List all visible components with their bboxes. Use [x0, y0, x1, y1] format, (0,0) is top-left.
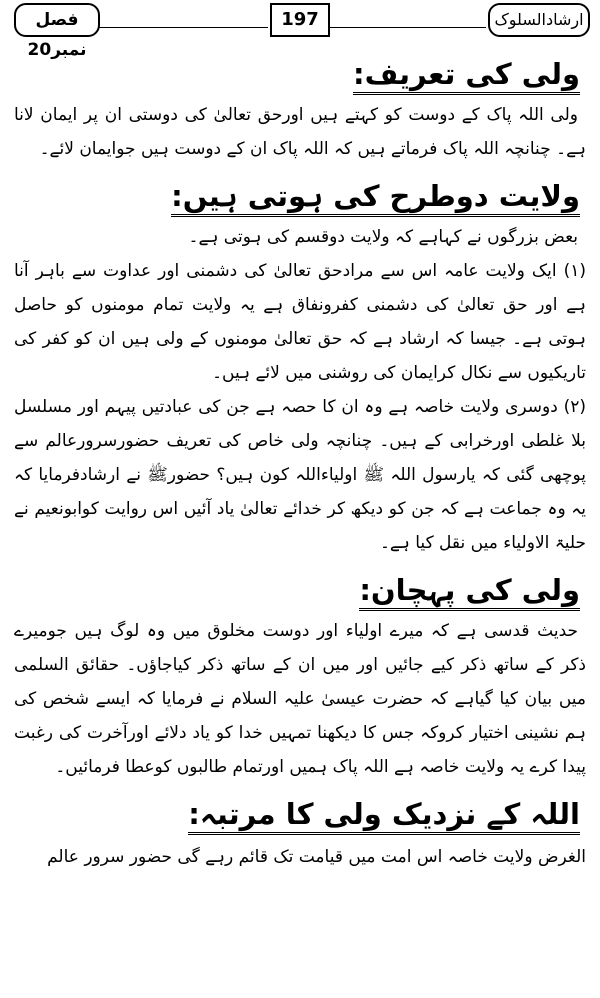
book-title-box	[488, 3, 590, 37]
chapter-label: فصل نمبر20	[27, 10, 87, 60]
page-header	[0, 0, 600, 60]
page-content	[14, 52, 586, 874]
header-rule-right	[330, 27, 486, 28]
paragraph: حدیث قدسی ہے کہ میرے اولیاء اور دوست مخلوق میں وہ لوگ ہیں جومیرے ذکر کے ساتھ ذکر کیے جائیں اور میں ان کے ساتھ ذکر کیاجاؤں۔ حقائق السلمی میں بیان کیا گیاہے کہ حضرت عیسیٰ علیہ السلام نے فرمایا کہ ایسے شخص کی ہم نشینی اختیار کروکہ جس کا دیکھنا تمہیں خدا کو یاد دلائے اورآخرت کی رغبت پیدا کرے یہ ولایت خاصہ ہے اللہ پاک ہمیں اورتمام طالبوں کوعطا فرمائیں۔	[14, 621, 586, 777]
paragraph: بعض بزرگوں نے کہاہے کہ ولایت دوقسم کی ہوتی ہے۔	[188, 227, 578, 247]
paragraph: ولی اللہ پاک کے دوست کو کہتے ہیں اورحق تعالیٰ کی دوستی ان پر ایمان لانا ہے۔ چنانچہ اللہ پاک فرماتے ہیں کہ اللہ پاک ان کے دوست ہیں جوایمان لائے۔	[14, 105, 586, 159]
section-heading-wali-recognition: ولی کی پہچان:	[14, 568, 580, 614]
paragraph: الغرض ولایت خاصہ اس امت میں قیامت تک قائم رہے گی حضور سرور عالم	[47, 847, 586, 867]
section-heading-wali-rank: اللہ کے نزدیک ولی کا مرتبہ:	[14, 792, 580, 838]
page-number-box	[270, 3, 330, 37]
paragraph: (۲) دوسری ولایت خاصہ ہے وہ ان کا حصہ ہے جن کی عبادتیں پیہم اور مسلسل بلا غلطی اورخرابی کے ہیں۔ چنانچہ ولی خاص کی تعریف حضورسرورعالم سے پوچھی گئی کہ یارسول اللہ ﷺ اولیاءاللہ کون ہیں؟ حضورﷺ نے ارشادفرمایا کہ یہ وہ جماعت ہے کہ جن کو دیکھ کر خدائے تعالیٰ یاد آئیں اس روایت کوابونعیم نے حلیۃ الاولیاء میں نقل کیا ہے۔	[14, 397, 586, 553]
section-heading-wali-definition: ولی کی تعریف:	[14, 52, 580, 98]
chapter-label-box	[14, 3, 100, 60]
paragraph: (۱) ایک ولایت عامہ اس سے مرادحق تعالیٰ کی دشمنی اور عداوت سے باہر آنا ہے اور حق تعالیٰ کی دشمنی کفرونفاق ہے یہ ولایت تمام مومنوں کو حاصل ہوتی ہے۔ جیسا کہ ارشاد ہے کہ حق تعالیٰ مومنوں کے ولی ہیں ان کو کفر کی تاریکیوں سے نکال کرایمان کی روشنی میں لائے ہیں۔	[14, 261, 586, 383]
book-title: ارشادالسلوک	[494, 10, 584, 29]
page-number: 197	[281, 9, 319, 30]
section-heading-wilayat-types: ولایت دوطرح کی ہوتی ہیں:	[14, 174, 580, 220]
header-rule-left	[98, 27, 268, 28]
